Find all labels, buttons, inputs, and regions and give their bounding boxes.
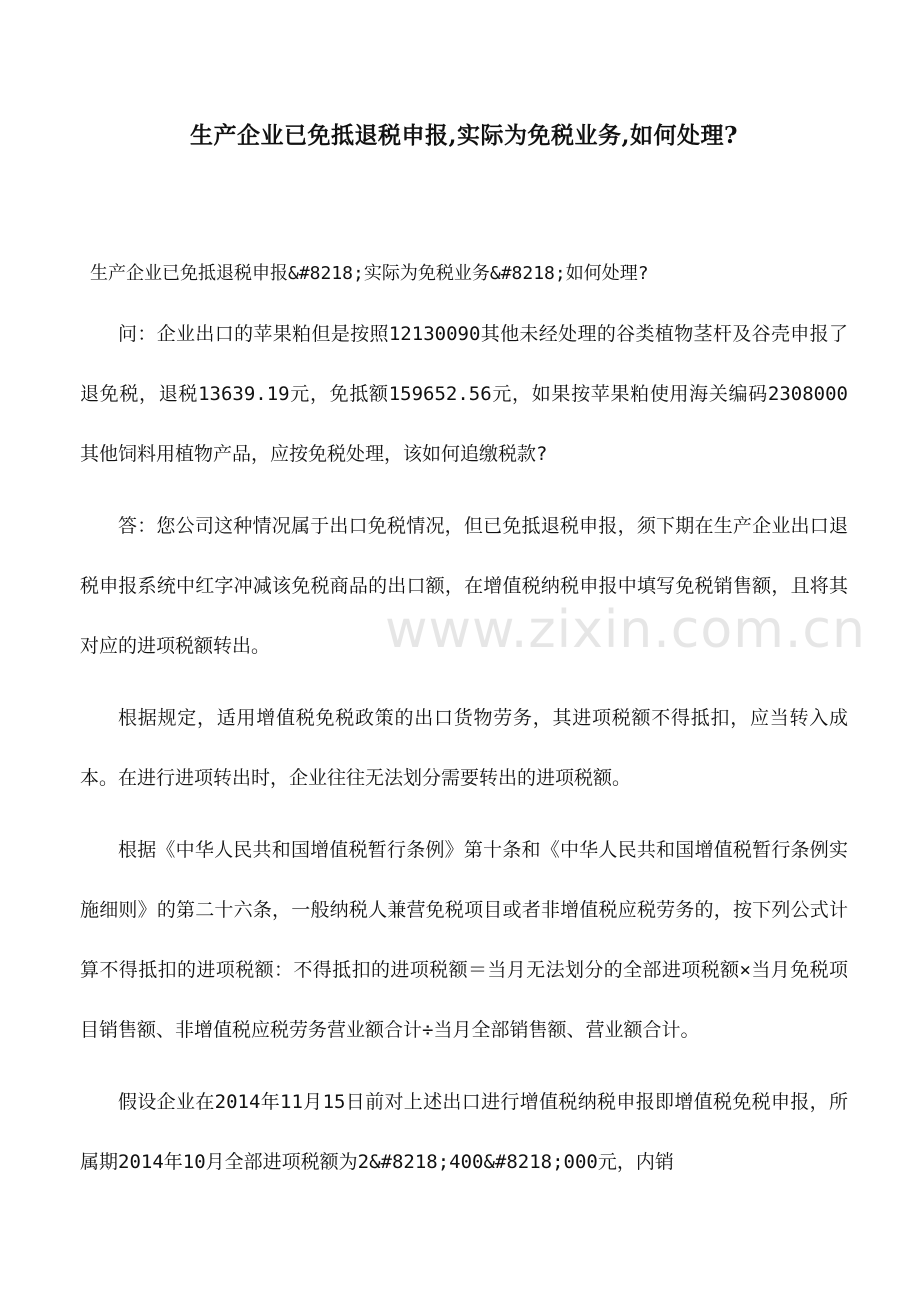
document-subtitle: 生产企业已免抵退税申报&#8218;实际为免税业务&#8218;如何处理?: [90, 263, 649, 284]
paragraph-question: 问：企业出口的苹果粕但是按照12130090其他未经处理的谷类植物茎杆及谷壳申报了退免税，退税13639.19元，免抵额159652.56元，如果按苹果粕使用海关编码2308000其他饲料用植物产品，应按免税处理，该如何追缴税款?: [80, 323, 848, 465]
watermark: www.zixin.com.cn: [385, 600, 866, 660]
paragraph-example: 假设企业在2014年11月15日前对上述出口进行增值税纳税申报即增值税免税申报，所属期2014年10月全部进项税额为2&#8218;400&#8218;000元，内销: [80, 1091, 848, 1173]
paragraph-formula: 根据《中华人民共和国增值税暂行条例》第十条和《中华人民共和国增值税暂行条例实施细则》的第二十六条，一般纳税人兼营免税项目或者非增值税应税劳务的，按下列公式计算不得抵扣的进项税额：不得抵扣的进项税额＝当月无法划分的全部进项税额×当月免税项目销售额、非增值税应税劳务营业额合计÷当月全部销售额、营业额合计。: [80, 839, 848, 1041]
document-title: 生产企业已免抵退税申报,实际为免税业务,如何处理?: [190, 122, 738, 149]
paragraph-answer: 答：您公司这种情况属于出口免税情况，但已免抵退税申报，须下期在生产企业出口退税申报系统中红字冲减该免税商品的出口额，在增值税纳税申报中填写免税销售额，且将其对应的进项税额转出。: [80, 515, 848, 657]
paragraph-regulation: 根据规定，适用增值税免税政策的出口货物劳务，其进项税额不得抵扣，应当转入成本。在进行进项转出时，企业往往无法划分需要转出的进项税额。: [80, 707, 848, 789]
